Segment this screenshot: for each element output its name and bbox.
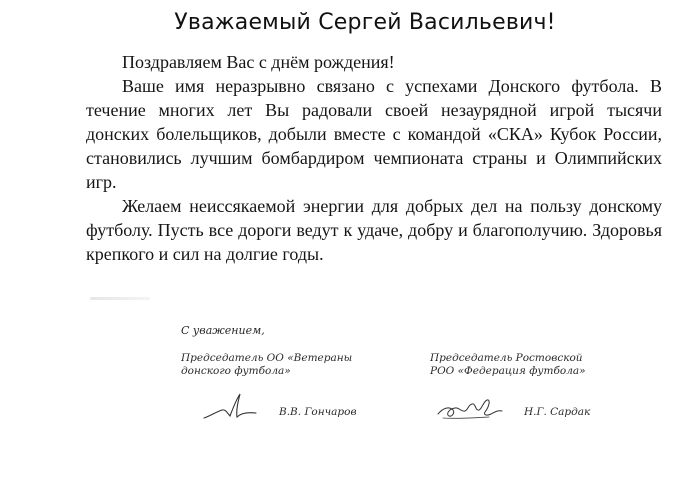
letter-body xyxy=(86,50,662,266)
left-role-line1: Председатель ОО «Ветераны xyxy=(181,352,353,364)
right-handwritten-signature xyxy=(435,394,505,424)
right-signatory-name: Н.Г. Сардак xyxy=(524,406,591,418)
right-role-line1: Председатель Ростовской xyxy=(430,352,583,364)
right-signatory-role xyxy=(430,352,586,378)
left-signatory-role xyxy=(181,352,352,378)
faint-scan-mark xyxy=(90,297,150,300)
left-role-line2: донского футбола» xyxy=(181,365,291,377)
left-handwritten-signature xyxy=(200,390,260,424)
salutation: Уважаемый Сергей Васильевич! xyxy=(174,10,556,35)
wishes-paragraph: Желаем неиссякаемой энергии для добрых дел на пользу донскому футболу. Пусть все дороги ведут к удаче, добру и благополучию. Здоровья крепкого и сил на долгие годы. xyxy=(86,196,662,264)
right-role-line2: РОО «Федерация футбола» xyxy=(430,365,586,377)
left-signatory-name: В.В. Гончаров xyxy=(279,406,357,418)
greeting-paragraph: Поздравляем Вас с днём рождения! xyxy=(122,52,395,72)
regards-text: С уважением, xyxy=(181,324,265,337)
achievements-paragraph: Ваше имя неразрывно связано с успехами Донского футбола. В течение многих лет Вы радовали своей незаурядной игрой тысячи донских болельщиков, добыли вместе с командой «СКА» Кубок России, становились лучшим бомбардиром чемпионата страны и Олимпийских игр. xyxy=(86,76,662,192)
